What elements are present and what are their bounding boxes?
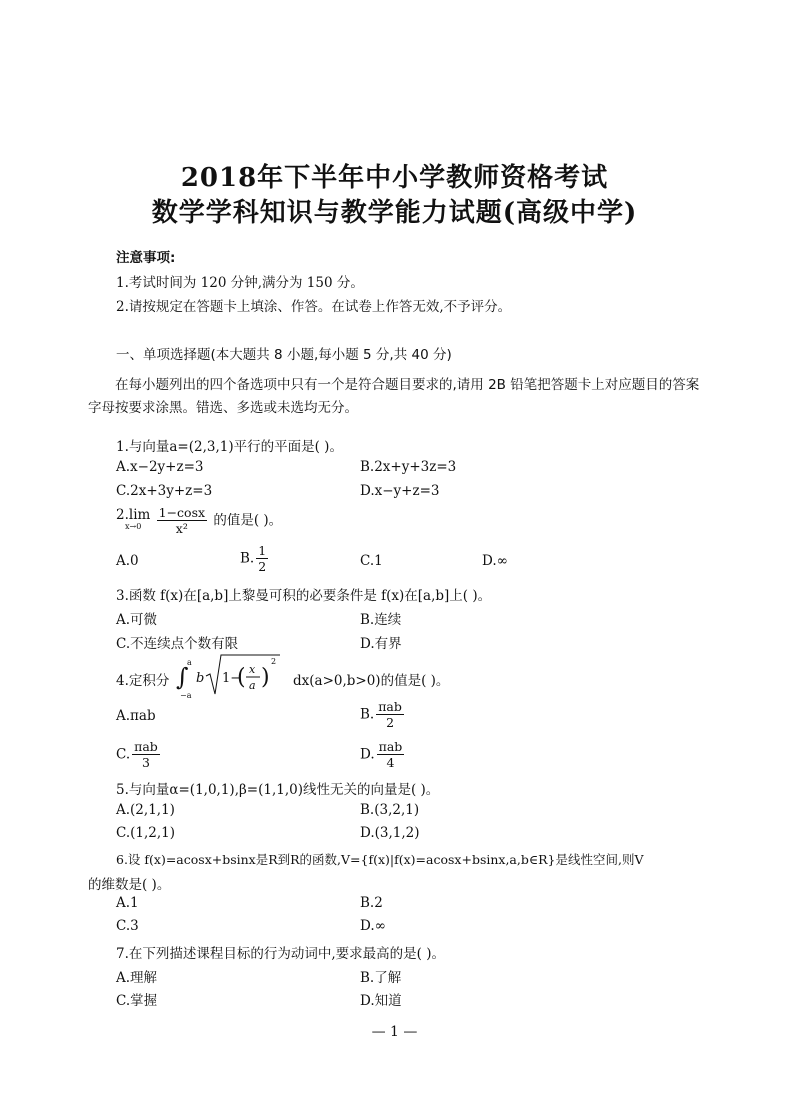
page-number: — 1 — xyxy=(371,1024,418,1040)
question-6-stem-line1: 6.设 f(x)=acosx+bsinx是R到R的函数,V={f(x)|f(x)=acosx+bsinx,a,b∈R}是线性空间,则V xyxy=(116,852,644,867)
notice-item-1: 1.考试时间为 120 分钟,满分为 150 分。 xyxy=(116,275,364,291)
q4-inner-num: x xyxy=(249,663,256,676)
q2-lim-label: 2.lim xyxy=(116,507,151,523)
notice-item-2: 2.请按规定在答题卡上填涂、作答。在试卷上作答无效,不予评分。 xyxy=(116,299,512,315)
question-3-stem: 3.函数 f(x)在[a,b]上黎曼可积的必要条件是 f(x)在[a,b]上( )。 xyxy=(116,588,492,604)
q1-option-c: C.2x+3y+z=3 xyxy=(116,483,213,499)
q2-option-b-den: 2 xyxy=(258,559,267,574)
q2-fraction-num: 1−cosx xyxy=(158,505,206,520)
q3-option-b: B.连续 xyxy=(360,612,402,628)
q4-option-b-den: 2 xyxy=(386,715,395,730)
q4-option-d-label: D. xyxy=(360,746,375,763)
q2-fraction xyxy=(157,506,207,536)
q6-option-d: D.∞ xyxy=(360,918,386,934)
question-4-suffix: dx(a>0,b>0)的值是( )。 xyxy=(293,673,450,689)
q2-option-b xyxy=(240,544,270,574)
q7-option-c: C.掌握 xyxy=(116,993,158,1009)
question-7-stem: 7.在下列描述课程目标的行为动词中,要求最高的是( )。 xyxy=(116,946,445,962)
q1-option-b: B.2x+y+3z=3 xyxy=(360,459,457,475)
q4-lower-limit: −a xyxy=(180,691,192,700)
q3-option-a: A.可微 xyxy=(116,612,158,628)
q2-option-c: C.1 xyxy=(360,553,383,569)
q6-option-b: B.2 xyxy=(360,895,383,911)
q5-option-c: C.(1,2,1) xyxy=(116,825,176,841)
q2-option-a: A.0 xyxy=(116,553,139,569)
q6-option-c: C.3 xyxy=(116,918,139,934)
q4-integral-expression xyxy=(170,652,290,700)
question-6-stem-line2: 的维数是( )。 xyxy=(88,877,171,893)
q4-right-paren: ) xyxy=(261,665,270,690)
q4-option-b-fraction xyxy=(376,700,404,730)
notice-heading: 注意事项: xyxy=(116,250,176,266)
q4-option-c xyxy=(116,740,162,770)
q2-option-b-fraction xyxy=(256,544,268,574)
q4-one-minus: 1− xyxy=(222,671,242,686)
q4-option-c-fraction xyxy=(132,740,160,770)
q5-option-d: D.(3,1,2) xyxy=(360,825,420,841)
q2-option-d: D.∞ xyxy=(482,553,508,569)
exam-title-line1: 2018年下半年中小学教师资格考试 xyxy=(180,163,609,193)
q2-option-b-num: 1 xyxy=(258,543,267,558)
q4-option-d-num: πab xyxy=(378,739,403,754)
q4-option-b xyxy=(360,700,406,730)
q2-suffix: 的值是( )。 xyxy=(213,512,283,529)
q5-option-b: B.(3,2,1) xyxy=(360,802,420,818)
q3-option-d: D.有界 xyxy=(360,636,402,652)
q4-exponent: 2 xyxy=(271,657,277,666)
q4-option-c-num: πab xyxy=(134,739,158,754)
q5-option-a: A.(2,1,1) xyxy=(116,802,175,818)
q4-option-b-label: B. xyxy=(360,706,375,723)
q4-option-c-den: 3 xyxy=(142,755,150,770)
q4-left-paren: ( xyxy=(237,665,246,690)
q4-option-d-den: 4 xyxy=(386,755,395,770)
q4-option-a: A.πab xyxy=(116,708,156,724)
q7-option-a: A.理解 xyxy=(116,970,158,986)
section-instructions: 在每小题列出的四个备选项中只有一个是符合题目要求的,请用 2B 铅笔把答题卡上对应题目的答案字母按要求涂黑。错选、多选或未选均无分。 xyxy=(88,377,700,416)
q3-option-c: C.不连续点个数有限 xyxy=(116,636,239,652)
q6-option-a: A.1 xyxy=(116,895,139,911)
q4-option-d xyxy=(360,740,406,770)
q2-lim-sub: x→0 xyxy=(125,522,142,531)
question-2-stem xyxy=(116,506,282,536)
exam-title-line2: 数学学科知识与教学能力试题(高级中学) xyxy=(151,198,638,228)
q2-option-b-label: B. xyxy=(240,550,255,567)
question-4-prefix: 4.定积分 xyxy=(116,673,170,689)
q7-option-d: D.知道 xyxy=(360,993,402,1009)
q1-option-a: A.x−2y+z=3 xyxy=(116,459,204,475)
q4-option-d-fraction xyxy=(377,740,405,770)
q4-option-c-label: C. xyxy=(116,746,131,763)
q4-integrand-b: b xyxy=(196,671,205,686)
q4-upper-limit: a xyxy=(187,658,192,667)
q2-limit xyxy=(116,509,150,533)
section-heading: 一、单项选择题(本大题共 8 小题,每小题 5 分,共 40 分) xyxy=(116,347,452,363)
q7-option-b: B.了解 xyxy=(360,970,402,986)
integral-sign: ∫ xyxy=(176,663,189,691)
q2-fraction-den: x² xyxy=(175,521,188,536)
q1-option-d: D.x−y+z=3 xyxy=(360,483,440,499)
question-5-stem: 5.与向量α=(1,0,1),β=(1,1,0)线性无关的向量是( )。 xyxy=(116,782,440,798)
question-1-stem: 1.与向量a=(2,3,1)平行的平面是( )。 xyxy=(116,439,343,455)
q4-option-b-num: πab xyxy=(378,699,402,714)
q4-inner-den: a xyxy=(249,679,256,692)
